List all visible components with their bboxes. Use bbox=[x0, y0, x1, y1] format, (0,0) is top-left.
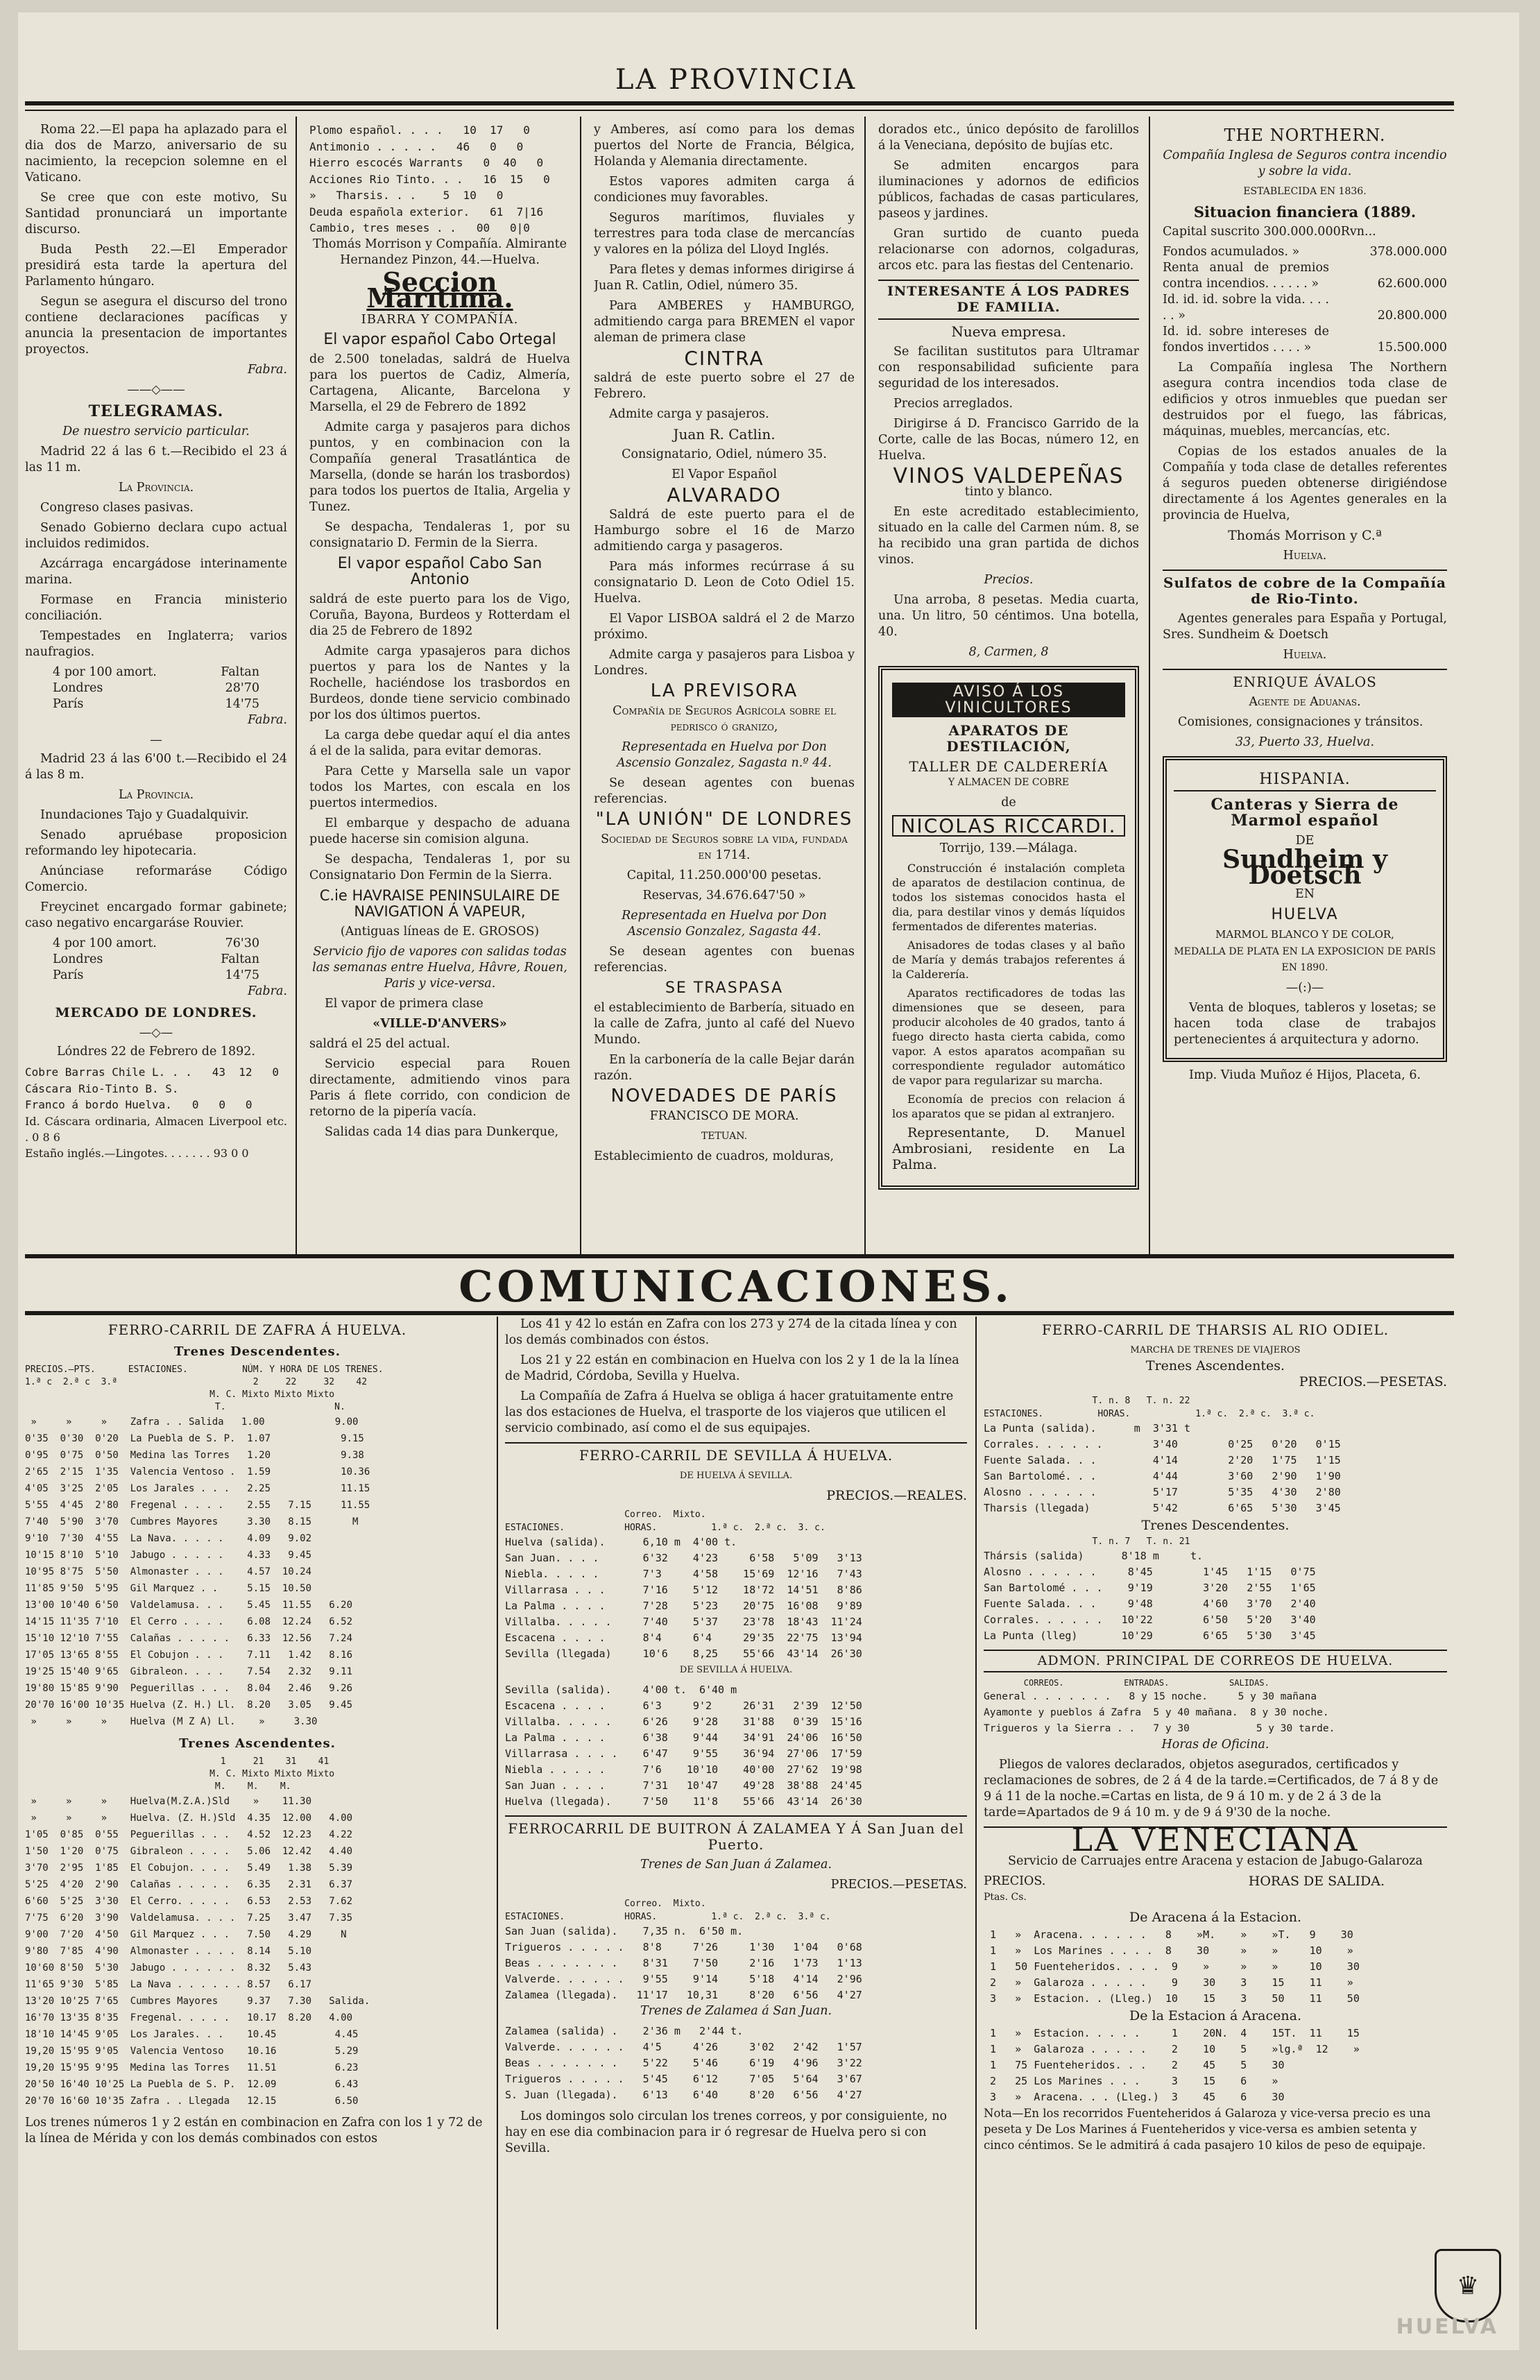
fund-value: 15.500.000 bbox=[1377, 341, 1447, 354]
ad-text: Se despacha, Tendaleras 1, por su Consignatario Don Fermin de la Sierra. bbox=[309, 852, 570, 882]
section-title: COMUNICACIONES. bbox=[459, 1261, 1013, 1312]
table-title: FERRO-CARRIL DE THARSIS AL RIO ODIEL. bbox=[1041, 1321, 1389, 1338]
ad-text: dorados etc., único depósito de farolillos á la Veneciana, depósito de bujías etc. bbox=[878, 123, 1139, 153]
market-line: Antimonio . . . . . 46 0 0 bbox=[309, 139, 524, 153]
quote-value: 14'75 bbox=[225, 697, 259, 711]
ad-heading: LA PREVISORA bbox=[650, 680, 798, 701]
column-divider bbox=[497, 1317, 498, 2329]
table-note: Los 41 y 42 lo están en Zafra con los 273 y 274 de la citada línea y con los demás combinados con éstos. bbox=[505, 1317, 957, 1347]
telegram-line: Tempestades en Inglaterra; varios naufragios. bbox=[25, 629, 287, 659]
ad-text: Venta de bloques, tableros y losetas; se hacen toda clase de trabajos pertenecientes á arquitectura y adorno. bbox=[1174, 1001, 1436, 1047]
news-roma: Roma 22.—El papa ha aplazado para el dia dos de Marzo, aniversario de su nacimiento, la recepcion solemne en el Vaticano. bbox=[25, 123, 287, 185]
table-note: Los domingos solo circulan los trenes correos, y por consiguiente, no hay en ese dia combinacion para ir ó regresar de Huelva pero si con Sevilla. bbox=[505, 2109, 948, 2155]
dateline: Madrid 23 á las 6'00 t.—Recibido el 24 á las 8 m. bbox=[25, 752, 287, 782]
news-santidad: Se cree que con este motivo, Su Santidad pronunciará un importante discurso. bbox=[25, 191, 287, 237]
telegram-line: Senado Gobierno declara cupo actual incluidos redimidos. bbox=[25, 521, 287, 551]
ship-name: «VILLE-D'ANVERS» bbox=[373, 1016, 507, 1031]
column-divider bbox=[864, 117, 866, 1254]
section-heading: MERCADO DE LONDRES. bbox=[55, 1005, 257, 1020]
table-subtitle: De Aracena á la Estacion. bbox=[1129, 1910, 1301, 1925]
signature: Thomás Morrison y Compañía. Almirante Hernandez Pinzon, 44.—Huelva. bbox=[312, 237, 567, 267]
company-name: IBARRA Y COMPAÑÍA. bbox=[361, 311, 519, 327]
ad-heading: Sundheim y Doetsch bbox=[1222, 845, 1387, 890]
table-header: Ptas. Cs. bbox=[984, 1892, 1027, 1903]
table-note: Los 21 y 22 están en combinacion en Huelva con los 2 y 1 de la la línea de Madrid, Córdoba, Sevilla y Huelva. bbox=[505, 1353, 959, 1383]
ad-text: Servicio fijo de vapores con salidas todas las semanas entre Huelva, Hâvre, Rouen, Paris y vice-versa. bbox=[312, 944, 567, 991]
table-header: PRECIOS.—PTS. ESTACIONES. NÚM. Y HORA DE LOS TRENES. 1.ª c 2.ª c 3.ª 2 22 32 42 M. C. Mixto Mixto Mixto T. N. bbox=[25, 1364, 384, 1412]
ad-heading: THE NORTHERN. bbox=[1224, 126, 1386, 145]
ad-heading: ENRIQUE ÁVALOS bbox=[1163, 669, 1447, 690]
ad-text: Salidas cada 14 dias para Dunkerque, bbox=[325, 1124, 559, 1139]
table-header: 1 21 31 41 M. C. Mixto Mixto Mixto M. M. M. bbox=[209, 1756, 335, 1792]
ad-heading: HISPANIA. bbox=[1174, 771, 1436, 791]
column-divider bbox=[975, 1317, 977, 2329]
table-subtitle: Trenes de San Juan á Zalamea. bbox=[640, 1858, 832, 1872]
ad-text: Capital, 11.250.000'00 pesetas. bbox=[626, 868, 822, 882]
timetable-rows: Huelva (salida). 6,10 m 4'00 t. San Juan. . . . 6'32 4'23 6'58 5'09 3'13 Niebla. . . . . 7'3 4'58 15'69 12'16 7'43 Villarrasa . . . 7'16 5'12 18'72 14'51 8'86 La Palma . . . . 7'28 5'23 20'75 16'08 9'89 Villalba. . . . . 7'40 5'37 23'78 18'43 11'24 Escacena . . . . 8'4 6'4 29'35 22'75 13'94 Sevilla (llegada) 10'6 8,25 55'66 43'14 26'30 bbox=[505, 1536, 862, 1660]
table-subtitle: Trenes Descendentes. bbox=[1141, 1518, 1290, 1533]
ad-heading: "LA UNIÓN" DE LONDRES bbox=[595, 809, 853, 830]
market-line: Plomo español. . . . 10 17 0 bbox=[309, 123, 530, 137]
ad-text: Admite carga y pasajeros para Lisboa y Londres. bbox=[594, 648, 855, 678]
ad-text: Dirigirse á D. Francisco Garrido de la Corte, calle de las Bocas, número 12, en Huelva. bbox=[878, 417, 1139, 463]
table-subtitle: Trenes Ascendentes. bbox=[1145, 1358, 1285, 1373]
quote-value: 76'30 bbox=[225, 936, 259, 950]
ad-text: Precios arreglados. bbox=[893, 397, 1013, 411]
table-header: T. n. 8 T. n. 22 ESTACIONES. HORAS. 1.ª c. 2.ª c. 3.ª c. bbox=[984, 1396, 1315, 1419]
ad-text: En la carbonería de la calle Bejar darán razón. bbox=[594, 1053, 855, 1083]
timetable-rows: 1 » Aracena. . . . . . 8 »M. » »T. 9 30 1 » Los Marines . . . . 8 30 » » 10 » 1 50 Fuenteheridos. . . . 9 » » » 10 30 2 » Galaroza . . . . . 9 30 3 15 11 » 3 » Estacion. . (Lleg.) 10 15 3 50 11 50 bbox=[990, 1928, 1360, 2005]
table-note: Los trenes números 1 y 2 están en combinacion en Zafra con los 1 y 72 de la línea de Mérida y con los demás combinados con estos bbox=[25, 2116, 483, 2146]
ad-subheading: Precios. bbox=[984, 573, 1034, 587]
quote-label: París bbox=[53, 968, 84, 982]
ad-text: Compañía de Seguros Agrícola sobre el pedrisco ó granizo, bbox=[613, 704, 836, 734]
telegram-line: Inundaciones Tajo y Guadalquivir. bbox=[40, 808, 249, 822]
ad-text: Y ALMACEN DE COBRE bbox=[948, 777, 1070, 788]
ad-text: Para AMBERES y HAMBURGO, admitiendo carga para BREMEN el vapor aleman de primera clase bbox=[594, 299, 855, 345]
ad-heading: LA VENECIANA bbox=[984, 1826, 1447, 1848]
ad-box-riccardi bbox=[878, 666, 1139, 1190]
signature: Fabra. bbox=[248, 713, 287, 727]
ad-text: Gran surtido de cuanto pueda relacionarse con adornos, colgaduras, arcos etc. para las fiestas del Centenario. bbox=[878, 227, 1139, 273]
ad-heading: El vapor español Cabo Ortegal bbox=[323, 330, 556, 348]
ad-text: Construcción é instalación completa de aparatos de destilacion continua, de todos los sistemas conocidos hasta el dia, para destilar vinos y demás líquidos fermentados de diferentes materias. bbox=[892, 862, 1125, 933]
timetable-rows: Thársis (salida) 8'18 m t. Alosno . . . . . . 8'45 1'45 1'15 0'75 San Bartolomé . . . 9'19 3'20 2'55 1'65 Fuente Salada. . . 9'48 4'60 3'70 2'40 Corrales. . . . . . 10'22 6'50 5'20 3'40 La Punta (lleg) 10'29 6'65 5'30 3'45 bbox=[984, 1550, 1316, 1642]
column-divider bbox=[1149, 117, 1150, 1254]
masthead: LA PROVINCIA bbox=[615, 64, 857, 96]
ad-subheading: Agente de Aduanas. bbox=[1249, 695, 1361, 709]
market-line: » Tharsis. . . 5 10 0 bbox=[309, 189, 504, 202]
imprint: Imp. Viuda Muñoz é Hijos, Placeta, 6. bbox=[1188, 1068, 1421, 1082]
crest-icon: ♛ bbox=[1435, 2249, 1501, 2322]
table-subtitle: Horas de Oficina. bbox=[1161, 1738, 1269, 1752]
ad-text: El vapor de primera clase bbox=[325, 996, 484, 1011]
ad-heading: INTERESANTE Á LOS PADRES DE FAMILIA. bbox=[878, 280, 1139, 320]
ad-text: Representante, D. Manuel Ambrosiani, residente en La Palma. bbox=[892, 1125, 1125, 1172]
ship-name: ALVARADO bbox=[667, 483, 782, 506]
table-subtitle: Trenes Descendentes. bbox=[174, 1344, 341, 1359]
ad-text: de 2.500 toneladas, saldrá de Huelva para los puertos de Cadiz, Almería, Cartagena, Alicante, Barcelona y Marsella, el 29 de Febrero de 1892 bbox=[309, 352, 570, 414]
railway-sevilla bbox=[505, 1317, 967, 2336]
ad-text: —(:)— bbox=[1285, 981, 1324, 995]
column-divider bbox=[580, 117, 581, 1254]
signature: Thomás Morrison y C.ª bbox=[1228, 528, 1382, 543]
signature: Juan R. Catlin. bbox=[673, 426, 776, 443]
ad-heading: NICOLAS RICCARDI. bbox=[892, 815, 1125, 837]
timetable-rows: 1 » Estacion. . . . . 1 20N. 4 15T. 11 15 1 » Galaroza . . . . . 2 10 5 »lg.ª 12 » 1 75 Fuenteheridos. . . 2 45 5 30 2 25 Los Marines . . . 3 15 6 » 3 » Aracena. . . (Lleg.) 3 45 6 30 bbox=[990, 2027, 1360, 2103]
telegram-line: Congreso clases pasivas. bbox=[40, 501, 194, 515]
column-1: Roma 22.—El papa ha aplazado para el dia dos de Marzo, aniversario de su nacimiento, la recepcion solemne en el Vaticano. Se cree que con este motivo, Su Santidad pronunciará un importante discurso. Buda Pesth 22.—El Emperador presidirá esta tarde la apertura del Parlamento húngaro. Segun se asegura el discurso del trono contiene declaraciones pacíficas y anuncia la presentacion de importantes proyectos. Fabra. ——◇—— TELEGRAMAS. De nuestro servicio particular. Madrid 22 á las 6 t.—Recibido el 23 á las 11 m. La Provincia. Congreso clases pasivas. Senado Gobierno declara cupo actual incluidos redimidos. Azcárraga encargádose interinamente marina. Formase en Francia ministerio conciliación. Tempestades en Inglaterra; varios naufragios. 4 por 100 amort. Faltan Londres 28'70 París 14'75 Fabra. — Madrid 23 á las 6'00 t.—Recibido el 24 á las 8 m. La Provincia. Inundaciones Tajo y Guadalquivir. Senado apruébase proposicion reformando ley hipotecaria. Anúnciase reformaráse Código Comercio. Freycinet encargado formar gabinete; caso negativo encargaráse Rouvier. 4 por 100 amort. 76'30 Londres Faltan París 14'75 Fabra. MERCADO DE LONDRES. —◇— Lóndres 22 de Febrero de 1892. Cobre Barras Chile L. . . 43 12 0 Cáscara Rio-Tinto B. S. Franco á bordo Huelva. 0 0 0 Id. Cáscara ordinaria, Almacen Liverpool etc. . 0 8 6 Estaño inglés.—Lingotes. . . . . . . 93 0 0 bbox=[25, 123, 287, 1160]
ad-text: Saldrá de este puerto para el de Hamburgo sobre el 16 de Marzo admitiendo carga y pasageros. bbox=[594, 508, 855, 554]
ad-heading: Canteras y Sierra de Marmol español bbox=[1210, 796, 1399, 830]
signature: Fabra. bbox=[248, 984, 287, 998]
ad-text: Se facilitan sustitutos para Ultramar con responsabilidad suficiente para seguridad de los interesados. bbox=[878, 345, 1139, 391]
table-subtitle: DE HUELVA Á SEVILLA. bbox=[679, 1471, 793, 1481]
quote-label: Londres bbox=[53, 952, 103, 966]
ad-text: Sociedad de Seguros sobre la vida, fundada en 1714. bbox=[601, 832, 848, 862]
market-line: Cobre Barras Chile L. . . 43 12 0 bbox=[25, 1065, 280, 1079]
column-5 bbox=[1163, 122, 1447, 1246]
masthead-rule-thin bbox=[25, 110, 1454, 111]
masthead-rule bbox=[25, 101, 1454, 105]
price-heading: PRECIOS. bbox=[984, 1874, 1046, 1888]
newspaper-page bbox=[18, 12, 1519, 2350]
market-line: Cáscara Rio-Tinto B. S. bbox=[25, 1081, 179, 1095]
table-subtitle: DE SEVILLA Á HUELVA. bbox=[679, 1665, 793, 1675]
market-line: Acciones Rio Tinto. . . 16 15 0 bbox=[309, 172, 550, 186]
ad-heading: AVISO Á LOS VINICULTORES bbox=[892, 683, 1125, 717]
table-note: Pliegos de valores declarados, objetos asegurados, certificados y reclamaciones de sobres, de 2 á 4 de la tarde.=Certificados, de 7 á 8 y de 9 á 11 de la noche.=Cartas en lista, de 9 á 10 m. y de 2 á 3 de la tarde=Apartados de 9 á 10 m. y de 9 á 9'30 de la noche. bbox=[984, 1758, 1439, 1820]
timetable-rows: La Punta (salida). m 3'31 t Corrales. . . . . . 3'40 0'25 0'20 0'15 Fuente Salada. . . 4'14 2'20 1'75 1'15 San Bartolomé. . . 4'44 3'60 2'90 1'90 Alosno . . . . . . 5'17 5'35 4'30 2'80 Tharsis (llegada) 5'42 6'65 5'30 3'45 bbox=[984, 1422, 1341, 1514]
ad-text: Economía de precios con relacion á los aparatos que se pidan al extranjero. bbox=[892, 1093, 1125, 1120]
railway-tharsis bbox=[984, 1317, 1447, 2336]
ad-text: Torrijo, 139.—Málaga. bbox=[939, 841, 1078, 855]
ad-subheading: Nueva empresa. bbox=[951, 323, 1066, 340]
table-header: Correo. Mixto. ESTACIONES. HORAS. 1.ª c. 2.ª c. 3. c. bbox=[505, 1509, 825, 1533]
table-subtitle: Trenes Ascendentes. bbox=[179, 1736, 336, 1751]
quote-label: 4 por 100 amort. bbox=[53, 665, 157, 679]
ad-text: saldrá de este puerto para los de Vigo, Coruña, Bayona, Burdeos y Rotterdam el dia 25 de Febrero de 1892 bbox=[309, 592, 570, 638]
ad-text: Agentes generales para España y Portugal, Sres. Sundheim & Doetsch bbox=[1163, 612, 1447, 642]
subheading: De nuestro servicio particular. bbox=[62, 425, 250, 438]
ad-subheading: Situacion financiera (1889. bbox=[1193, 203, 1417, 221]
table-header: T. n. 7 T. n. 21 bbox=[984, 1536, 1190, 1547]
telegram-line: Anúnciase reformaráse Código Comercio. bbox=[25, 864, 287, 894]
timetable-rows: General . . . . . . . 8 y 15 noche. 5 y 30 mañana Ayamonte y pueblos á Zafra 5 y 40 mañana. 8 y 30 noche. Trigueros y la Sierra . . 7 y 30 5 y 30 tarde. bbox=[984, 1691, 1335, 1734]
ad-text: Para fletes y demas informes dirigirse á Juan R. Catlin, Odiel, número 35. bbox=[594, 263, 855, 293]
ad-subheading: tinto y blanco. bbox=[964, 485, 1053, 499]
timetable-rows: » » » Huelva(M.Z.A.)Sld » 11.30 » » » Huelva. (Z. H.)Sld 4.35 12.00 4.00 1'05 0'85 0'55 Peguerillas . . . 4.52 12.23 4.22 1'50 1'20 0'75 Gibraleon . . . . 5.06 12.42 4.40 3'70 2'95 1'85 El Cobujon. . . . 5.49 1.38 5.39 5'25 4'20 2'90 Calañas . . . . . 6.35 2.31 6.37 6'60 5'25 3'30 El Cerro. . . . . 6.53 2.53 7.62 7'75 6'20 3'90 Valdelamusa. . . . 7.25 3.47 7.35 9'00 7'20 4'50 Gil Marquez . . . 7.50 4.29 N 9'80 7'85 4'90 Almonaster . . . . 8.14 5.10 10'60 8'50 5'30 Jabugo . . . . . . 8.32 5.43 11'65 9'30 5'85 La Nava . . . . . . 8.57 6.17 13'20 10'25 7'65 Cumbres Mayores 9.37 7.30 Salida. 16'70 13'35 8'35 Fregenal. . . . . 10.17 8.20 4.00 18'10 14'45 9'05 Los Jarales. . . 10.45 4.45 19,20 15'95 9'05 Valencia Ventoso 10.16 5.29 19,20 15'95 9'95 Medina las Torres 11.51 6.23 20'50 16'40 10'25 La Puebla de S. P. 12.09 6.43 20'70 16'60 10'35 Zafra . . Llegada 12.15 6.50 bbox=[25, 1796, 370, 2107]
market-line: Cambio, tres meses . . 00 0|0 bbox=[309, 221, 530, 234]
fund-value: 20.800.000 bbox=[1377, 309, 1447, 323]
telegram-line: Freycinet encargado formar gabinete; caso negativo encargaráse Rouvier. bbox=[25, 900, 287, 930]
column-2 bbox=[309, 122, 570, 1246]
table-subtitle: HORAS DE SALIDA. bbox=[1248, 1874, 1385, 1889]
ad-text: saldrá el 25 del actual. bbox=[309, 1036, 450, 1051]
signature: Fabra. bbox=[248, 363, 287, 377]
quote-label: Londres bbox=[53, 681, 103, 695]
ad-text: Para más informes recúrrase á su consignatario D. Leon de Coto Odiel 15. Huelva. bbox=[594, 560, 855, 606]
timetable-rows: » » » Zafra . . Salida 1.00 9.00 0'35 0'30 0'20 La Puebla de S. P. 1.07 9.15 0'95 0'75 0'50 Medina las Torres 1.20 9.38 2'65 2'15 1'35 Valencia Ventoso . 1.59 10.36 4'05 3'25 2'05 Los Jarales . . . 2.25 11.15 5'55 4'45 2'80 Fregenal . . . . 2.55 7.15 11.55 7'40 5'90 3'70 Cumbres Mayores 3.30 8.15 M 9'10 7'30 4'55 La Nava. . . . . 4.09 9.02 10'15 8'10 5'10 Jabugo . . . . . 4.33 9.45 10'95 8'75 5'50 Almonaster . . . 4.57 10.24 11'85 9'50 5'95 Gil Marquez . . 5.15 10.50 13'00 10'40 6'50 Valdelamusa. . . 5.45 11.55 6.20 14'15 11'35 7'10 El Cerro . . . . 6.08 12.24 6.52 15'10 12'10 7'55 Calañas . . . . . 6.33 12.56 7.24 17'05 13'65 8'55 El Cobujon . . . 7.11 1.42 8.16 19'25 15'40 9'65 Gibraleon. . . . 7.54 2.32 9.11 19'80 15'85 9'90 Peguerillas . . . 8.04 2.46 9.26 20'70 16'00 10'35 Huelva (Z. H.) Ll. 8.20 3.05 9.45 » » » Huelva (M Z A) Ll. » 3.30 bbox=[25, 1416, 370, 1727]
table-subtitle: MARCHA DE TRENES DE VIAJEROS bbox=[1130, 1345, 1301, 1355]
ad-text: En este acreditado establecimiento, situado en la calle del Carmen núm. 8, se ha recibido una gran partida de dichos vinos. bbox=[878, 505, 1139, 567]
ad-heading: C.ie HAVRAISE PENINSULAIRE DE NAVIGATION Á VAPEUR, bbox=[319, 887, 561, 920]
ad-text: Servicio especial para Rouen directamente, admitiendo vinos para Paris á flete corrido, con condicion de retorno de la pipería vacía. bbox=[309, 1056, 570, 1119]
ad-text: Estos vapores admiten carga á condiciones muy favorables. bbox=[594, 175, 855, 205]
table-subtitle: De la Estacion á Aracena. bbox=[1129, 2008, 1301, 2023]
ad-box-hispania bbox=[1163, 756, 1447, 1062]
ad-text: ESTABLECIDA EN 1836. bbox=[1243, 186, 1367, 197]
news-buda: Buda Pesth 22.—El Emperador presidirá esta tarde la apertura del Parlamento húngaro. bbox=[25, 243, 287, 289]
price-heading: PRECIOS.—PESETAS. bbox=[1299, 1374, 1447, 1389]
table-title: FERRO-CARRIL DE ZAFRA Á HUELVA. bbox=[108, 1321, 407, 1338]
ad-heading: NOVEDADES DE PARÍS bbox=[610, 1086, 838, 1106]
ad-text: Una arroba, 8 pesetas. Media cuarta, una. Un litro, 50 céntimos. Una botella, 40. bbox=[878, 593, 1139, 639]
column-4 bbox=[878, 122, 1139, 1246]
fund-value: 378.000.000 bbox=[1369, 245, 1447, 259]
ad-text: y Amberes, así como para los demas puertos del Norte de Francia, Bélgica, Holanda y Alemania directamente. bbox=[594, 123, 855, 169]
ad-text: Se admiten encargos para iluminaciones y adornos de edificios públicos, fachadas de casas particulares, paseos y jardines. bbox=[878, 159, 1139, 221]
section-rule bbox=[25, 1254, 1454, 1258]
ad-text: MARMOL BLANCO Y DE COLOR, bbox=[1215, 928, 1394, 941]
archive-watermark: HUELVA bbox=[1396, 2315, 1498, 2339]
ad-heading: Sulfatos de cobre de la Compañía de Rio-Tinto. bbox=[1163, 570, 1447, 607]
ad-text: MEDALLA DE PLATA EN LA EXPOSICION DE PARÍS EN 1890. bbox=[1174, 946, 1436, 973]
ad-text: TETUAN. bbox=[701, 1131, 748, 1142]
quote-value: Faltan bbox=[221, 665, 259, 679]
ad-text: EN bbox=[1294, 887, 1315, 901]
column-divider bbox=[296, 117, 297, 1254]
timetable-rows: San Juan (salida). 7,35 n. 6'50 m. Trigueros . . . . . 8'8 7'26 1'30 1'04 0'68 Beas . . . . . . . 8'31 7'50 2'16 1'73 1'13 Valverde. . . . . . 9'55 9'14 5'18 4'14 2'96 Zalamea (llegada). 11'17 10,31 8'20 6'56 4'27 bbox=[505, 1925, 862, 2001]
telegram-line: Azcárraga encargádose interinamente marina. bbox=[25, 557, 287, 587]
telegram-line: Formase en Francia ministerio conciliación. bbox=[25, 593, 287, 623]
ad-text: Admite carga y pasajeros para dichos puntos, y en combinacion con la Compañía general Trasatlántica de Marsella, (donde se harán los trasbordos) para todos los puertos de Italia, Argelia y Tunez. bbox=[309, 420, 570, 514]
ad-text: Para Cette y Marsella sale un vapor todos los Martes, con escala en los puertos intermedios. bbox=[309, 764, 570, 810]
ad-text: Anisadores de todas clases y al baño de María y demás trabajos referentes á la Calderería. bbox=[892, 939, 1125, 981]
quote-label: 4 por 100 amort. bbox=[53, 936, 157, 950]
ad-text: Se desean agentes con buenas referencias. bbox=[594, 776, 855, 806]
ad-text: Establecimiento de cuadros, molduras, bbox=[594, 1149, 835, 1163]
addressee: La Provincia. bbox=[118, 788, 194, 802]
section-heading: Seccion Marítima. bbox=[366, 266, 513, 314]
ad-text: FRANCISCO DE MORA. bbox=[649, 1109, 799, 1123]
news-segun: Segun se asegura el discurso del trono contiene declaraciones pacíficas y anuncia la presentacion de importantes proyectos. bbox=[25, 295, 287, 357]
price-heading: PRECIOS.—PESETAS. bbox=[830, 1878, 967, 1892]
ad-text: El embarque y despacho de aduana puede hacerse sin comision alguna. bbox=[309, 816, 570, 846]
ad-text: Seguros marítimos, fluviales y terrestres para toda clase de mercancías y valores en la póliza del Lloyd Inglés. bbox=[594, 211, 855, 257]
market-line: Deuda española exterior. 61 7|16 bbox=[309, 205, 544, 219]
fund-label: Renta anual de premios contra incendios. . . . . . » bbox=[1163, 261, 1329, 291]
ad-text: Comisiones, consignaciones y tránsitos. bbox=[1178, 715, 1423, 729]
section-rule bbox=[25, 1311, 1454, 1315]
market-line: Id. Cáscara ordinaria, Almacen Liverpool etc. . 0 8 6 bbox=[25, 1114, 287, 1144]
addressee: La Provincia. bbox=[118, 481, 194, 495]
ad-subheading: (Antiguas líneas de E. GROSOS) bbox=[340, 924, 540, 939]
signature: Huelva. bbox=[1283, 549, 1327, 563]
table-note: Nota—En los recorridos Fuenteheridos á Galaroza y vice-versa precio es una peseta y De Los Marines á Fuenteheridos y vice-versa es ambien setenta y cinco céntimos. Se le admitirá á cada pasajero 10 kilos de peso de equipaje. bbox=[984, 2107, 1431, 2152]
market-line: Estaño inglés.—Lingotes. . . . . . . 93 0 0 bbox=[25, 1146, 249, 1160]
ad-text: 8, Carmen, 8 bbox=[968, 645, 1049, 659]
telegram-line: Senado apruébase proposicion reformando ley hipotecaria. bbox=[25, 828, 287, 858]
table-title: ADMON. PRINCIPAL DE CORREOS DE HUELVA. bbox=[984, 1650, 1447, 1672]
ad-text: de bbox=[1001, 796, 1016, 810]
ad-heading: SE TRASPASA bbox=[665, 979, 784, 997]
fund-label: Id. id. sobre intereses de fondos invertidos . . . . » bbox=[1163, 325, 1329, 354]
ad-text: Copias de los estados anuales de la Compañía y toda clase de detalles referentes á seguros pueden obtenerse dirigiéndose directamente á los Agentes generales en la provincia de Huelva, bbox=[1163, 445, 1447, 522]
quote-value: 28'70 bbox=[225, 681, 259, 695]
ad-text: Capital suscrito 300.000.000Rvn... bbox=[1163, 225, 1376, 239]
fund-label: Id. id. id. sobre la vida. . . . . . » bbox=[1163, 293, 1329, 323]
dateline: Madrid 22 á las 6 t.—Recibido el 23 á las 11 m. bbox=[25, 445, 287, 474]
quote-label: París bbox=[53, 697, 84, 711]
ad-text: Admite carga y pasajeros. bbox=[609, 407, 769, 421]
ad-text: Servicio de Carruajes entre Aracena y estacion de Jabugo-Galaroza bbox=[1008, 1854, 1423, 1868]
fund-value: 62.600.000 bbox=[1377, 277, 1447, 291]
column-3 bbox=[594, 122, 855, 1246]
ad-heading: APARATOS DE DESTILACIÓN, bbox=[946, 722, 1071, 755]
ad-text: Compañía Inglesa de Seguros contra incendio y sobre la vida. bbox=[1163, 148, 1447, 178]
table-title: FERRO-CARRIL DE SEVILLA Á HUELVA. bbox=[505, 1442, 967, 1464]
market-line: Franco á bordo Huelva. 0 0 0 bbox=[25, 1098, 253, 1111]
ad-text: Reservas, 34.676.647'50 » bbox=[642, 889, 806, 902]
table-title: FERROCARRIL DE BUITRON Á ZALAMEA Y Á San Juan del Puerto. bbox=[505, 1815, 967, 1853]
price-heading: PRECIOS.—REALES. bbox=[826, 1488, 967, 1503]
ad-heading: VINOS VALDEPEÑAS bbox=[893, 464, 1124, 488]
timetable-rows: Zalamea (salida) . 2'36 m 2'44 t. Valverde. . . . . . 4'5 4'26 3'02 2'42 1'57 Beas . . . . . . . 5'22 5'46 6'19 4'96 3'22 Trigueros . . . . . 5'45 6'12 7'05 5'64 3'67 S. Juan (llegada). 6'13 6'40 8'20 6'56 4'27 bbox=[505, 2025, 862, 2101]
ad-heading: TALLER DE CALDERERÍA bbox=[909, 758, 1109, 775]
ad-text: Se desean agentes con buenas referencias. bbox=[594, 945, 855, 975]
market-line: Hierro escocés Warrants 0 40 0 bbox=[309, 156, 544, 169]
ad-text: Consignatario, Odiel, número 35. bbox=[622, 447, 827, 461]
ad-text: Se despacha, Tendaleras 1, por su consignatario D. Fermin de la Sierra. bbox=[309, 520, 570, 550]
ad-text: La Compañía inglesa The Northern asegura contra incendios toda clase de edificios y otros inmuebles que puedan ser destruidos por el fuego, las fábricas, máquinas, muebles, mercancías, etc. bbox=[1163, 361, 1447, 438]
ad-heading: El vapor español Cabo San Antonio bbox=[337, 554, 542, 588]
ad-text: DE bbox=[1295, 834, 1315, 848]
ad-heading: HUELVA bbox=[1271, 906, 1339, 923]
railway-zafra bbox=[25, 1317, 490, 2336]
dateline: Lóndres 22 de Febrero de 1892. bbox=[57, 1045, 255, 1059]
timetable-rows: Sevilla (salida). 4'00 t. 6'40 m Escacena . . . . 6'3 9'2 26'31 2'39 12'50 Villalba. . . . . 6'26 9'28 31'88 0'39 15'16 La Palma . . . . 6'38 9'44 34'91 24'06 16'50 Villarrasa . . . . 6'47 9'55 36'94 27'06 17'59 Niebla . . . . . 7'6 10'10 40'00 27'62 19'98 San Juan . . . . 7'31 10'47 49'28 38'88 24'45 Huelva (llegada). 7'50 11'8 55'66 43'14 26'30 bbox=[505, 1684, 862, 1808]
ad-text: Representada en Huelva por Don Ascensio Gonzalez, Sagasta 44. bbox=[622, 909, 827, 939]
fund-label: Fondos acumulados. » bbox=[1163, 245, 1300, 259]
ship-name: CINTRA bbox=[684, 347, 764, 370]
ad-text: Admite carga ypasajeros para dichos puertos y para los de Nantes y la Rochelle, haciéndose los trasbordos en Burdeos, donde tiene servicio combinado por los dos últimos puertos. bbox=[309, 644, 570, 722]
ad-text: saldrá de este puerto sobre el 27 de Febrero. bbox=[594, 371, 855, 401]
ad-text: 33, Puerto 33, Huelva. bbox=[1235, 735, 1375, 749]
ad-text: Aparatos rectificadores de todas las dimensiones que se deseen, para producir alcoholes de 40 grados, tanto á fuego directo hasta cierta cabida, como vapor. A estos aparatos acompañan su correspondiente regulador automático de vapor para regularizar su marcha. bbox=[892, 986, 1125, 1087]
table-header: Correo. Mixto. ESTACIONES. HORAS. 1.ª c. 2.ª c. 3.ª c. bbox=[505, 1899, 831, 1922]
quote-value: 14'75 bbox=[225, 968, 259, 982]
quote-value: Faltan bbox=[221, 952, 259, 966]
table-subtitle: Trenes de Zalamea á San Juan. bbox=[640, 2004, 832, 2018]
signature: Huelva. bbox=[1283, 648, 1327, 662]
ad-text: Representada en Huelva por Don Ascensio Gonzalez, Sagasta n.º 44. bbox=[617, 740, 832, 770]
ad-text: El Vapor Español bbox=[671, 468, 777, 481]
ad-text: el establecimiento de Barbería, situado en la calle de Zafra, junto al café del Nuevo Mundo. bbox=[594, 1001, 855, 1047]
table-header: CORREOS. ENTRADAS. SALIDAS. bbox=[984, 1678, 1269, 1688]
table-note: La Compañía de Zafra á Huelva se obliga á hacer gratuitamente entre las dos estaciones de Huelva, el trasporte de los viajeros que utilicen el servicio combinado, así como el de sus equipajes. bbox=[505, 1389, 954, 1435]
ad-text: La carga debe quedar aquí el dia antes á el de la salida, para evitar demoras. bbox=[309, 728, 570, 758]
section-heading: TELEGRAMAS. bbox=[88, 402, 224, 420]
ad-text: El Vapor LISBOA saldrá el 2 de Marzo próximo. bbox=[594, 612, 855, 642]
